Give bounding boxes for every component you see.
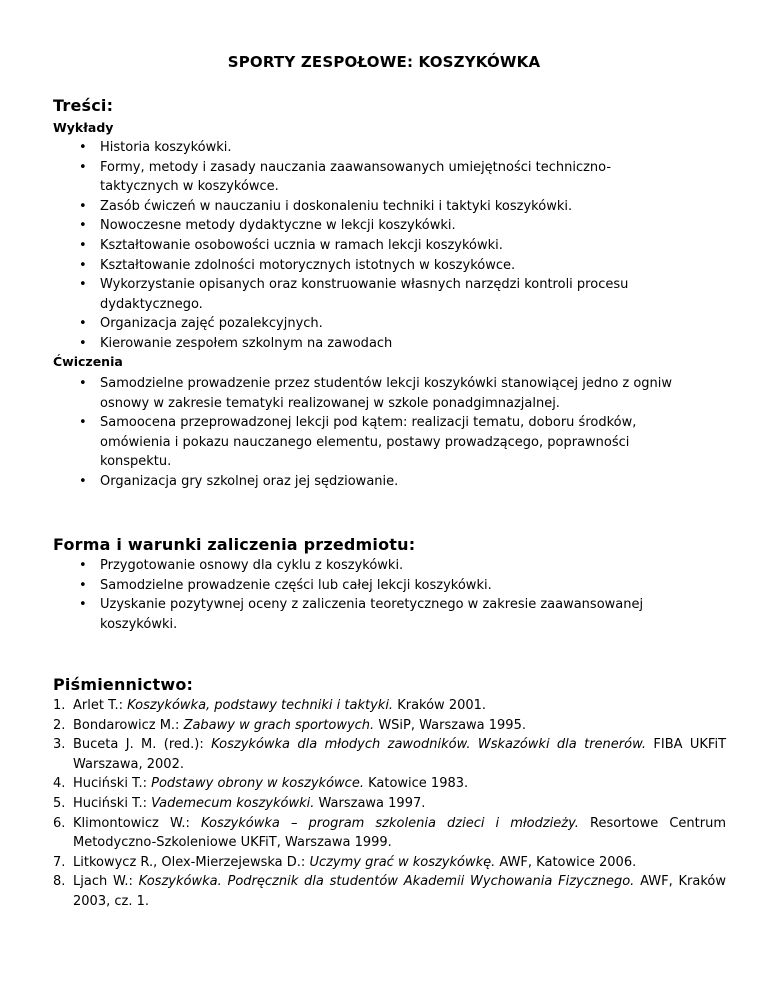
list-item: • Uzyskanie pozytywnej oceny z zaliczenia teoretycznego w zakresie zaawansowanej koszykówki. xyxy=(0,595,685,634)
reference-item xyxy=(0,774,726,794)
reference-details: WSiP, Warszawa 1995. xyxy=(374,717,526,733)
reference-item xyxy=(0,814,726,853)
reference-title: Koszykówka. Podręcznik dla studentów Akademii Wychowania Fizycznego. xyxy=(138,874,635,890)
reference-item xyxy=(0,794,726,814)
reference-title: Koszykówka – program szkolenia dzieci i młodzieży. xyxy=(200,815,579,831)
reference-details: Warszawa 1997. xyxy=(314,795,426,811)
reference-author: Ljach W.: xyxy=(73,874,139,890)
reference-author: Bondarowicz M.: xyxy=(73,717,184,733)
reference-number: 8. xyxy=(53,874,66,890)
reference-title: Vademecum koszykówki. xyxy=(151,795,315,811)
reference-details: FIBA UKFiT Warszawa, 2002. xyxy=(73,737,727,772)
reference-details: Resortowe Centrum Metodyczno-Szkoleniowe UKFiT, Warszawa 1999. xyxy=(73,815,726,851)
reference-author: Huciński T.: xyxy=(73,795,152,811)
reference-item xyxy=(0,716,726,736)
list-item: • Formy, metody i zasady nauczania zaawansowanych umiejętności techniczno-taktycznych w koszykówce. xyxy=(0,158,685,197)
reference-details: Katowice 1983. xyxy=(363,776,469,792)
reference-number: 4. xyxy=(53,776,66,792)
zaliczenie-heading: Forma i warunki zaliczenia przedmiotu: xyxy=(53,535,416,554)
page-title: SPORTY ZESPOŁOWE: KOSZYKÓWKA xyxy=(227,53,541,71)
list-item: • Kształtowanie osobowości ucznia w ramach lekcji koszykówki. xyxy=(0,236,685,256)
reference-author: Buceta J. M. (red.): xyxy=(73,737,212,753)
reference-title: Uczymy grać w koszykówkę. xyxy=(309,854,496,870)
wyklady-list xyxy=(0,138,685,354)
list-item: • Organizacja zajęć pozalekcyjnych. xyxy=(0,314,685,334)
reference-number: 3. xyxy=(53,737,66,753)
reference-number: 2. xyxy=(53,717,66,733)
references-list xyxy=(0,696,726,912)
list-item: • Przygotowanie osnowy dla cyklu z koszykówki. xyxy=(0,556,685,576)
reference-title: Koszykówka dla młodych zawodników. Wskazówki dla trenerów. xyxy=(211,737,647,753)
wyklady-heading: Wykłady xyxy=(53,120,114,135)
reference-item xyxy=(0,853,726,873)
reference-item xyxy=(0,696,726,716)
reference-author: Arlet T.: xyxy=(73,698,128,713)
reference-title: Podstawy obrony w koszykówce. xyxy=(151,776,364,792)
list-item: • Zasób ćwiczeń w nauczaniu i doskonaleniu techniki i taktyki koszykówki. xyxy=(0,197,685,217)
list-item: • Kształtowanie zdolności motorycznych istotnych w koszykówce. xyxy=(0,256,685,276)
reference-details: AWF, Katowice 2006. xyxy=(495,854,637,870)
reference-number: 1. xyxy=(53,698,66,713)
list-item: • Wykorzystanie opisanych oraz konstruowanie własnych narzędzi kontroli procesu dydaktycznego. xyxy=(0,275,685,314)
reference-item xyxy=(0,735,726,774)
zaliczenie-list xyxy=(0,556,685,634)
list-item: • Samodzielne prowadzenie części lub całej lekcji koszykówki. xyxy=(0,576,685,596)
reference-number: 5. xyxy=(53,795,66,811)
pismiennictwo-heading: Piśmiennictwo: xyxy=(53,675,194,694)
list-item: • Organizacja gry szkolnej oraz jej sędziowanie. xyxy=(0,472,685,492)
reference-details: AWF, Kraków 2003, cz. 1. xyxy=(73,874,726,909)
tresci-heading: Treści: xyxy=(53,96,114,115)
list-item: • Kierowanie zespołem szkolnym na zawodach xyxy=(0,334,685,354)
reference-author: Litkowycz R., Olex-Mierzejewska D.: xyxy=(73,854,310,870)
cwiczenia-heading: Ćwiczenia xyxy=(53,354,123,369)
list-item: • Historia koszykówki. xyxy=(0,138,685,158)
reference-details: Kraków 2001. xyxy=(393,698,487,713)
reference-item xyxy=(0,872,726,911)
reference-number: 7. xyxy=(53,854,66,870)
cwiczenia-list xyxy=(0,374,685,492)
list-item: • Nowoczesne metody dydaktyczne w lekcji koszykówki. xyxy=(0,216,685,236)
reference-title: Zabawy w grach sportowych. xyxy=(183,717,375,733)
list-item: • Samodzielne prowadzenie przez studentów lekcji koszykówki stanowiącej jedno z ogniw osnowy w zakresie tematyki realizowanej w szkole ponadgimnazjalnej. xyxy=(0,374,685,413)
reference-author: Huciński T.: xyxy=(73,776,152,792)
reference-author: Klimontowicz W.: xyxy=(73,815,201,831)
reference-title: Koszykówka, podstawy techniki i taktyki. xyxy=(127,698,394,713)
list-item: • Samoocena przeprowadzonej lekcji pod kątem: realizacji tematu, doboru środków, omówienia i pokazu nauczanego elementu, postawy prowadzącego, poprawności konspektu. xyxy=(0,413,685,472)
reference-number: 6. xyxy=(53,815,66,831)
